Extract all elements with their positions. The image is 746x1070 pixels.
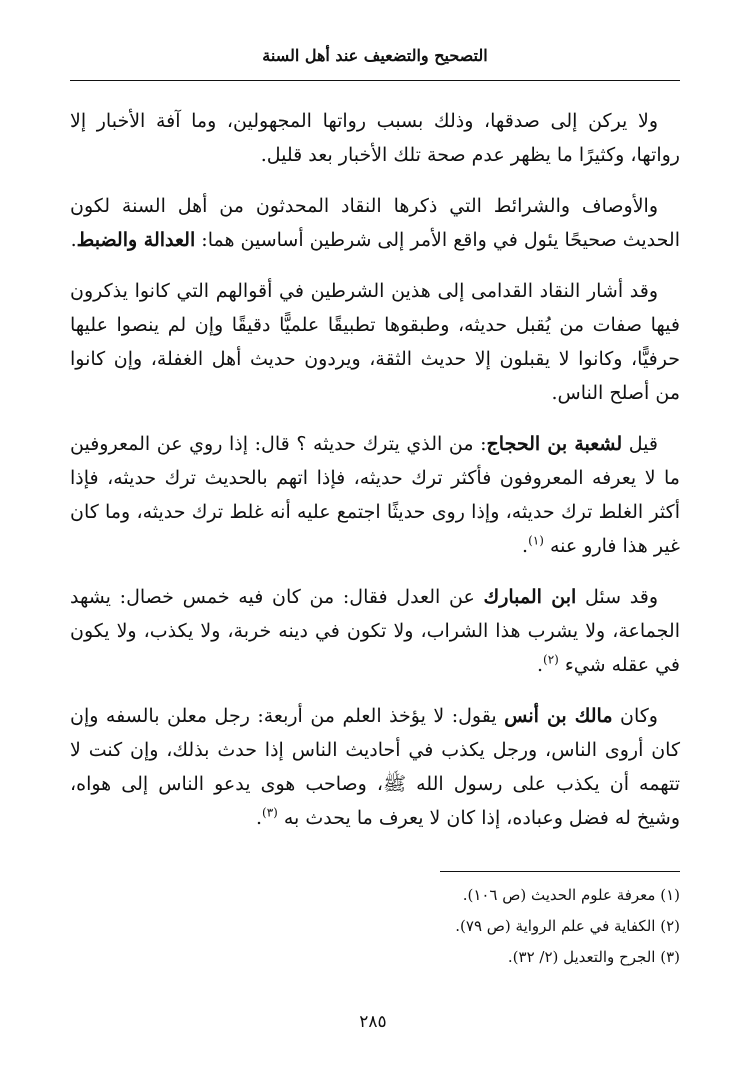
paragraph-6-end: .	[255, 807, 262, 829]
paragraph-5-text: عن العدل فقال: من كان فيه خمس خصال: يشهد الجماعة، ولا يشرب هذا الشراب، ولا تكون في دينه خربة، ولا يكذب، ولا يكون في عقله شيء	[70, 586, 680, 676]
paragraph-5	[70, 580, 680, 682]
footnote-ref-2: (٢)	[543, 652, 559, 667]
paragraph-6-bold: مالك بن أنس	[504, 705, 613, 727]
paragraph-2-end: .	[70, 229, 77, 251]
paragraph-6	[70, 699, 680, 835]
paragraph-2-bold: العدالة والضبط	[76, 229, 196, 251]
page-number: ٢٨٥	[359, 1012, 387, 1032]
running-header: التصحيح والتضعيف عند أهل السنة	[262, 46, 488, 65]
footnote-ref-3: (٣)	[262, 805, 278, 820]
footnote-3: (٣) الجرح والتعديل (٢/ ٣٢).	[507, 948, 680, 966]
footnote-2: (٢) الكفاية في علم الرواية (ص ٧٩).	[455, 917, 680, 935]
paragraph-4-lead: قيل	[622, 433, 658, 455]
header-rule	[70, 80, 680, 81]
paragraph-5-end: .	[536, 654, 543, 676]
paragraph-2-text: والأوصاف والشرائط التي ذكرها النقاد المحدثون من أهل السنة لكون الحديث صحيحًا يئول في واقع الأمر إلى شرطين أساسين هما:	[70, 195, 680, 251]
paragraph-6-text: يقول: لا يؤخذ العلم من أربعة: رجل معلن بالسفه وإن كان أروى الناس، ورجل يكذب في أحاديث الناس إذا حدث بذلك، وإن كنت لا تتهمه أن يكذب على رسول الله ﷺ، وصاحب هوى يدعو الناس إلى هواه، وشيخ له فضل وعباده، إذا كان لا يعرف ما يحدث به	[70, 705, 680, 829]
body-text	[70, 104, 680, 852]
footnote-ref-1: (١)	[528, 533, 544, 548]
paragraph-4-text: : من الذي يترك حديثه ؟ قال: إذا روي عن المعروفين ما لا يعرفه المعروفون فأكثر ترك حديثه، فإذا اتهم بالحديث ترك حديثه، فإذا أكثر الغلط ترك حديثه، وإذا روى حديثًا اجتمع عليه أنه غلط ترك حديثه، وما كان غير هذا فارو عنه	[70, 433, 680, 557]
paragraph-2	[70, 189, 680, 257]
paragraph-3: وقد أشار النقاد القدامى إلى هذين الشرطين في أقوالهم التي كانوا يذكرون فيها صفات من يُقبل حديثه، وطبقوها تطبيقًا علميًّا دقيقًا وإن لم ينصوا عليها حرفيًّا، وكانوا لا يقبلون إلا حديث الثقة، ويردون حديث أهل الغفلة، وإن كانوا من أصلح الناس.	[70, 280, 680, 404]
paragraph-5-bold: ابن المبارك	[483, 586, 577, 608]
paragraph-4	[70, 427, 680, 563]
paragraph-5-lead: وقد سئل	[576, 586, 658, 608]
footnote-1: (١) معرفة علوم الحديث (ص ١٠٦).	[462, 886, 680, 904]
paragraph-4-end: .	[522, 535, 529, 557]
paragraph-4-bold: لشعبة بن الحجاج	[486, 433, 623, 455]
paragraph-1: ولا يركن إلى صدقها، وذلك بسبب رواتها المجهولين، وما آفة الأخبار إلا رواتها، وكثيرًا ما يظهر عدم صحة تلك الأخبار بعد قليل.	[70, 110, 680, 166]
footnotes	[70, 880, 680, 973]
footnote-rule	[440, 871, 680, 872]
paragraph-6-lead: وكان	[612, 705, 658, 727]
